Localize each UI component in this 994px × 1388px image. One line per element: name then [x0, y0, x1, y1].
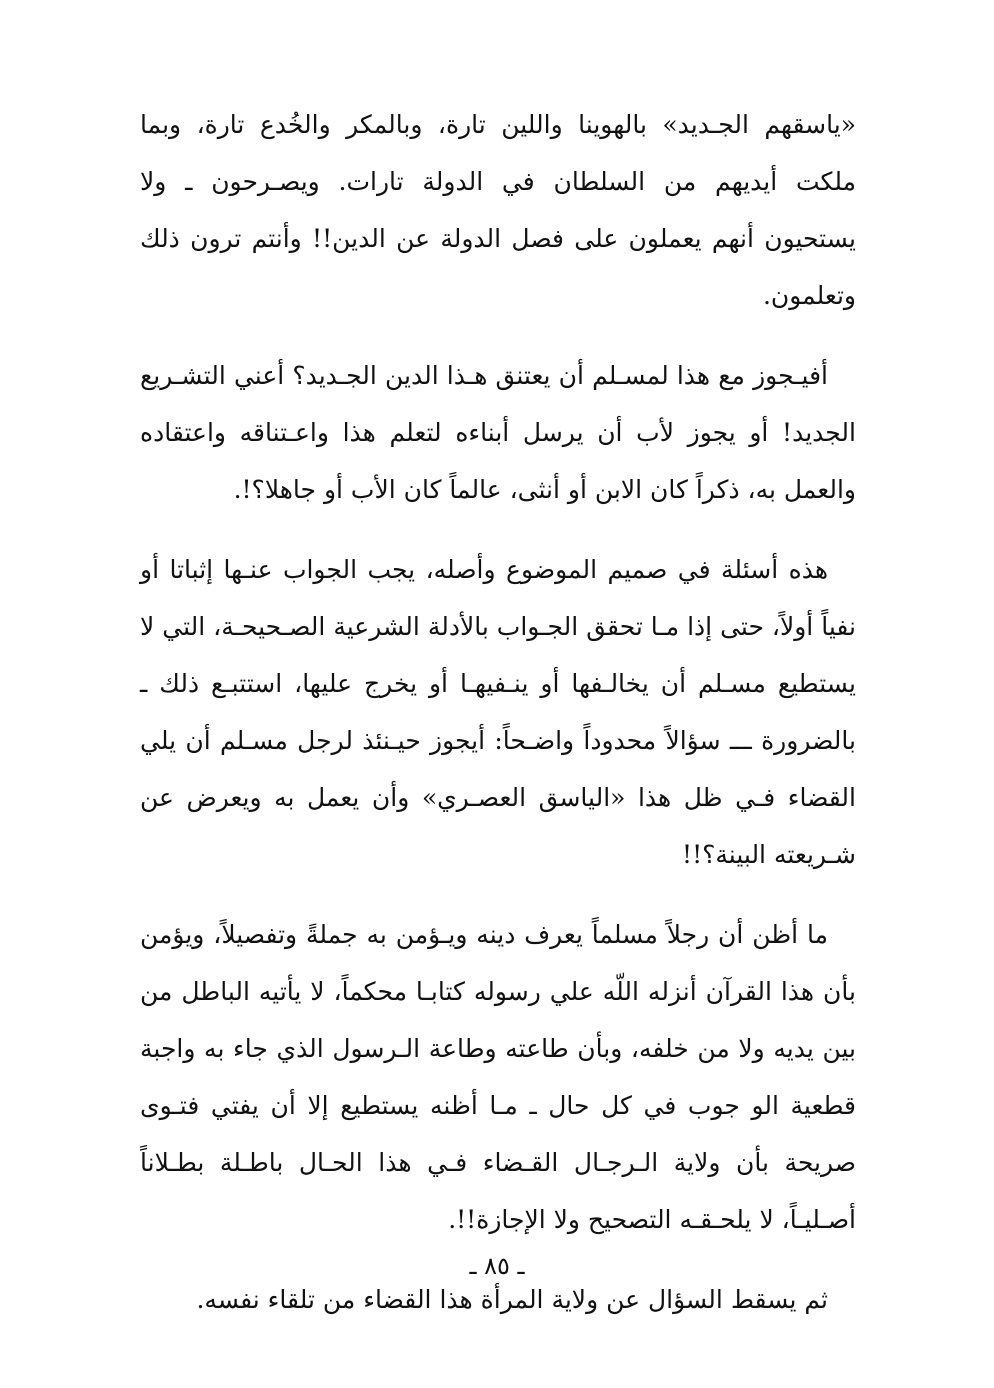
paragraph-4: ما أظن أن رجلاً مسلماً يعرف دينه ويـؤمن به جملةً وتفصيلاً، ويؤمن بأن هذا القرآن أنزله اللّه علي رسوله كتابـا محكماً، لا يأتيه الباطل من بين يديه ولا من خلفه، وبأن طاعته وطاعة الـرسول الذي جاء به واجبة قطعية الو جوب في كل حال ـ مـا أظنه يستطيع إلا أن يفتي فتـوى صريحة بأن ولاية الـرجـال القـضاء فـي هذا الحـال باطـلة بطـلاناً أصـليـاً، لا يلحـقـه التصحيح ولا الإجازة!!.: [140, 920, 856, 1234]
paragraph-5: ثم يسقط السؤال عن ولاية المرأة هذا القضاء من تلقاء نفسه.: [196, 1285, 828, 1314]
paragraph-2: أفيـجوز مع هذا لمسـلم أن يعتنق هـذا الدين الجـديد؟ أعني التشـريع الجديد! أو يجوز لأب أن يرسل أبناءه لتعلم هذا واعـتناقه واعتقاده والعمل به، ذكراً كان الابن أو أنثى، عالماً كان الأب أو جاهلا؟!.: [140, 361, 856, 504]
body-text: [140, 96, 856, 1328]
paragraph-1: «ياسقهم الجـديد» بالهوينا واللين تارة، وبالمكر والخُدع تارة، وبما ملكت أيديهم من السلطان في الدولة تارات. ويصـرحون ـ ولا يستحيون أنهم يعملون على فصل الدولة عن الدين!! وأنتم ترون ذلك وتعلمون.: [140, 110, 856, 310]
page-number: ـ ٨٥ ـ: [469, 1252, 525, 1280]
paragraph-3: هذه أسئلة في صميم الموضوع وأصله، يجب الجواب عنـها إثباتا أو نفياً أولاً، حتى إذا مـا تحقق الجـواب بالأدلة الشرعية الصـحيحـة، التي لا يستطيع مسـلم أن يخالـفها أو ينـفيهـا أو يخرج عليها، استتبـع ذلك ـ بالضرورة ـــ سؤالاً محدوداً واضـحاً: أيجوز حيـنئذ لرجل مسـلم أن يلي القضاء فـي ظل هذا «الياسق العصـري» وأن يعمل به ويعرض عن شـريعته البينة؟!!: [140, 555, 856, 869]
